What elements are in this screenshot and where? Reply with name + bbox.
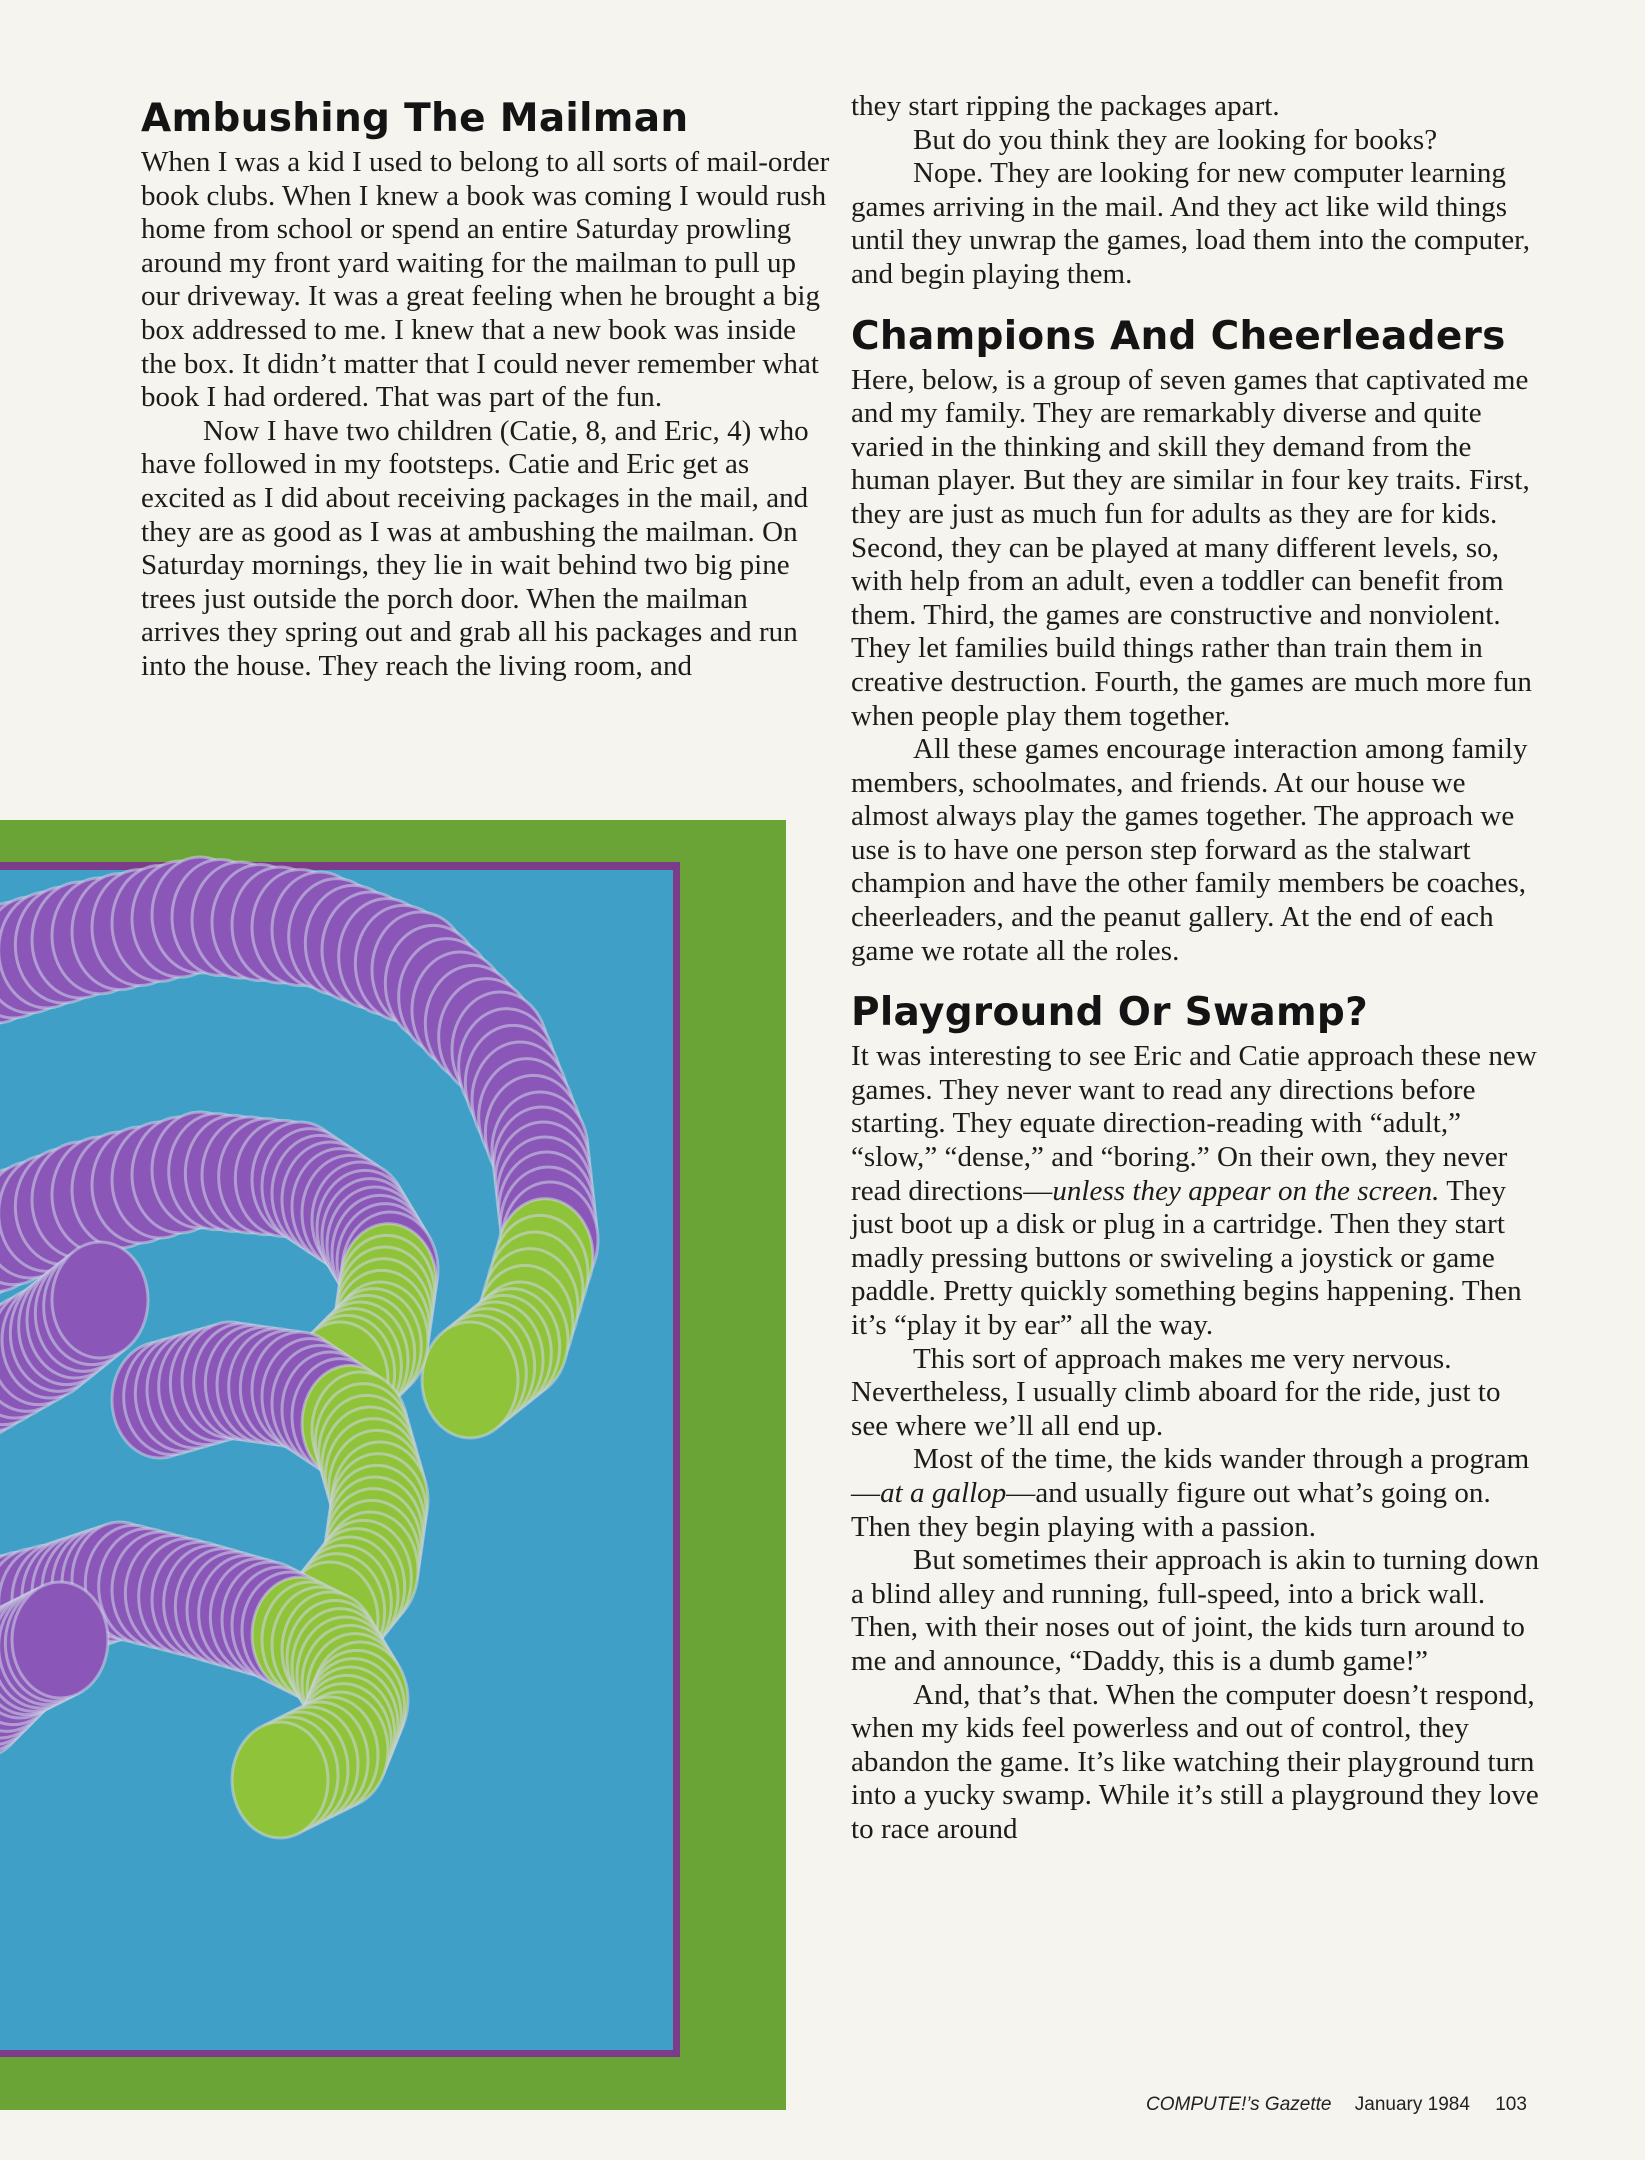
- heading-champions: Champions And Cheerleaders: [851, 313, 1506, 359]
- paragraph-two-children: Now I have two children (Catie, 8, and Eric, 4) who have followed in my footsteps. Catie and Eric get as excited as I did about receiving packages in the mail, and they are as good as I was at ambushing the mailman. On Saturday mornings, they lie in wait behind two big pine trees just outside the porch door. When the mailman arrives they spring out and grab all his packages and run into the house. They reach the living room, and: [141, 414, 809, 682]
- right-column: [851, 90, 1541, 1847]
- paragraph-kid-book-clubs: When I was a kid I used to belong to all sorts of mail-order book clubs. When I knew a book was coming I would rush home from school or spend an entire Saturday prowling around my front yard waiting for the mailman to pull up our driveway. It was a great feeling when he brought a big box addressed to me. I knew that a new book was inside the box. It didn’t matter that I could never remember what book I had ordered. That was part of the fun.: [141, 146, 830, 414]
- approach-text-italic: unless they appear on the screen.: [1052, 1174, 1440, 1207]
- paragraph-ripping-packages: they start ripping the packages apart.: [851, 90, 1280, 122]
- approach-text-end: They just boot up a disk or plug in a cartridge. Then they start madly pressing buttons or swiveling a joystick or game paddle. Pretty quickly something begins happening. Then it’s “play it by ear” all the way.: [851, 1174, 1522, 1341]
- game-screenshot-artwork: [0, 820, 786, 2110]
- paragraph-seven-games: Here, below, is a group of seven games that captivated me and my family. They are remarkably diverse and quite varied in the thinking and skill they demand from the human player. But they are similar in four key traits. First, they are just as much fun for adults as they are for kids. Second, they can be played at many different levels, so, with help from an adult, even a toddler can benefit from them. Third, the games are constructive and nonviolent. They let families build things rather than train them in creative destruction. Fourth, the games are much more fun when people play them together.: [851, 363, 1532, 732]
- gallop-text-italic: at a gallop: [880, 1476, 1007, 1509]
- paragraph-nope: Nope. They are looking for new computer learning games arriving in the mail. And they act like wild things until they unwrap the games, load them into the computer, and begin playing them.: [851, 157, 1530, 290]
- footer-magazine: COMPUTE!’s Gazette: [1146, 2094, 1332, 2115]
- worm-segment: [52, 1242, 148, 1358]
- paragraph-nervous: This sort of approach makes me very nervous. Nevertheless, I usually climb aboard for the ride, just to see where we’ll all end up.: [851, 1342, 1501, 1442]
- paragraph-blind-alley: But sometimes their approach is akin to turning down a blind alley and running, full-speed, into a brick wall. Then, with their noses out of joint, the kids turn around to me and announce, “Daddy, this is a dumb game!”: [851, 1544, 1540, 1677]
- heading-playground: Playground Or Swamp?: [851, 990, 1369, 1036]
- paragraph-swamp: And, that’s that. When the computer doesn’t respond, when my kids feel powerless and out of control, they abandon the game. It’s like watching their playground turn into a yucky swamp. While it’s still a playground they love to race around: [851, 1678, 1539, 1845]
- left-column: [141, 96, 831, 684]
- gallop-text-start: Most of the time, the kids wander through a program—: [851, 1443, 1530, 1509]
- paragraph-approach: [851, 1040, 1541, 1342]
- footer-page-number: 103: [1495, 2094, 1527, 2115]
- gallop-text-end: —and usually figure out what’s going on. Then they begin playing with a passion.: [851, 1476, 1491, 1543]
- approach-text-start: It was interesting to see Eric and Catie approach these new games. They never want to read any directions before starting. They equate direction-reading with “adult,” “slow,” “dense,” and “boring.” On their own, they never read directions—: [851, 1040, 1537, 1207]
- paragraph-looking-for-books: But do you think they are looking for books?: [913, 123, 1438, 156]
- worm-segment: [12, 1582, 108, 1698]
- heading-ambushing: Ambushing The Mailman: [141, 96, 689, 141]
- paragraph-interaction: All these games encourage interaction among family members, schoolmates, and friends. At our house we almost always play the games together. The approach we use is to have one person step forward as the stalwart champion and have the other family members be coaches, cheerleaders, and the peanut gallery. At the end of each game we rotate all the roles.: [851, 733, 1528, 967]
- worm-segment: [422, 1322, 518, 1438]
- worm-segment: [232, 1722, 328, 1838]
- paragraph-gallop: [851, 1443, 1541, 1544]
- footer-date: January 1984: [1354, 2094, 1470, 2115]
- page-footer: [1146, 2094, 1527, 2116]
